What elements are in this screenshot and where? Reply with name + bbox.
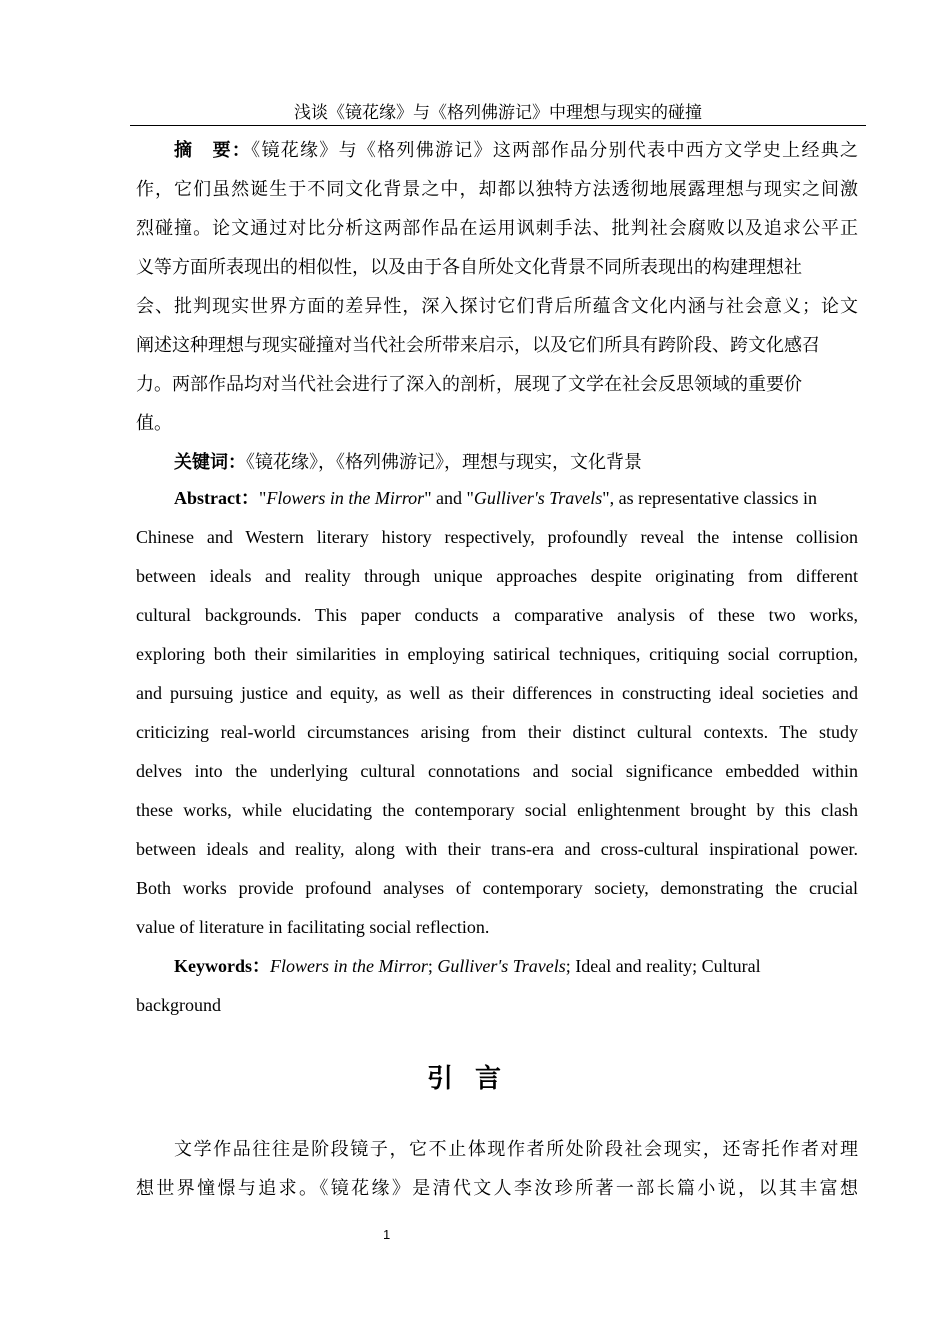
abstract-line: 值。	[136, 413, 172, 433]
abstract-line: and pursuing justice and equity, as well as their differences in constructing ideal societies and	[136, 683, 858, 703]
text: "	[258, 488, 267, 508]
abstract-line: Both works provide profound analyses of contemporary society, demonstrating the crucial	[136, 878, 858, 898]
chinese-abstract	[136, 131, 858, 482]
abstract-line: value of literature in facilitating social reflection.	[136, 917, 490, 937]
body-line: 文学作品往往是阶段镜子，它不止体现作者所处阶段社会现实，还寄托作者对理	[174, 1139, 858, 1159]
keyword: Gulliver's Travels	[437, 956, 566, 976]
keywords-text: 《镜花缘》，《格列佛游记》，理想与现实，文化背景	[246, 452, 642, 472]
abstract-line: between ideals and reality through unique approaches despite originating from different	[136, 566, 858, 586]
keywords-line: background	[136, 995, 221, 1015]
abstract-text: 《镜花缘》与《格列佛游记》这两部作品分别代表中西方文学史上经典之	[251, 140, 859, 160]
abstract-line	[136, 479, 858, 518]
abstract-line: criticizing real-world circumstances arising from their distinct cultural contexts. The study	[136, 722, 858, 742]
keywords-label: 关键词：	[174, 452, 246, 472]
text: ", as representative classics in	[602, 488, 818, 508]
abstract-line: 力。两部作品均对当代社会进行了深入的剖析，展现了文学在社会反思领域的重要价	[136, 374, 802, 394]
intro-paragraph	[136, 1130, 858, 1208]
text: " and "	[424, 488, 474, 508]
abstract-line: between ideals and reality, along with their trans-era and cross-cultural inspirational power.	[136, 839, 858, 859]
abstract-line: exploring both their similarities in employing satirical techniques, critiquing social corruption,	[136, 644, 858, 664]
page-number: 1	[383, 1227, 391, 1242]
header-divider	[130, 125, 866, 126]
abstract-line: 作，它们虽然诞生于不同文化背景之中，却都以独特方法透彻地展露理想与现实之间激	[136, 179, 858, 199]
abstract-line: cultural backgrounds. This paper conducts a comparative analysis of these two works,	[136, 605, 858, 625]
running-header: 浅谈《镜花缘》与《格列佛游记》中理想与现实的碰撞	[294, 103, 702, 122]
abstract-line: 烈碰撞。论文通过对比分析这两部作品在运用讽刺手法、批判社会腐败以及追求公平正	[136, 218, 858, 238]
keywords-label: Keywords：	[174, 956, 270, 976]
abstract-line: Chinese and Western literary history respectively, profoundly reveal the intense collision	[136, 527, 858, 547]
abstract-line: 会、批判现实世界方面的差异性，深入探讨它们背后所蕴含文化内涵与社会意义；论文	[136, 296, 858, 316]
text: ;	[427, 956, 438, 976]
body-line: 想世界憧憬与追求。《镜花缘》是清代文人李汝珍所著一部长篇小说，以其丰富想	[136, 1178, 858, 1198]
section-heading: 引言	[426, 1064, 523, 1094]
abstract-label: Abstract：	[174, 488, 259, 508]
keyword: Flowers in the Mirror	[270, 956, 428, 976]
book-title: Gulliver's Travels	[473, 488, 603, 508]
abstract-line: 义等方面所表现出的相似性，以及由于各自所处文化背景不同所表现出的构建理想社	[136, 257, 802, 277]
abstract-label: 摘 要：	[174, 140, 252, 160]
abstract-line	[136, 131, 858, 170]
english-keywords	[136, 947, 858, 986]
book-title: Flowers in the Mirror	[266, 488, 425, 508]
chinese-keywords	[136, 443, 858, 482]
abstract-line: 阐述这种理想与现实碰撞对当代社会所带来启示，以及它们所具有跨阶段、跨文化感召	[136, 335, 820, 355]
text: ; Ideal and reality; Cultural	[565, 956, 761, 976]
english-abstract	[136, 479, 858, 1025]
abstract-line: these works, while elucidating the contemporary social enlightenment brought by this clash	[136, 800, 858, 820]
abstract-line: delves into the underlying cultural connotations and social significance embedded within	[136, 761, 858, 781]
